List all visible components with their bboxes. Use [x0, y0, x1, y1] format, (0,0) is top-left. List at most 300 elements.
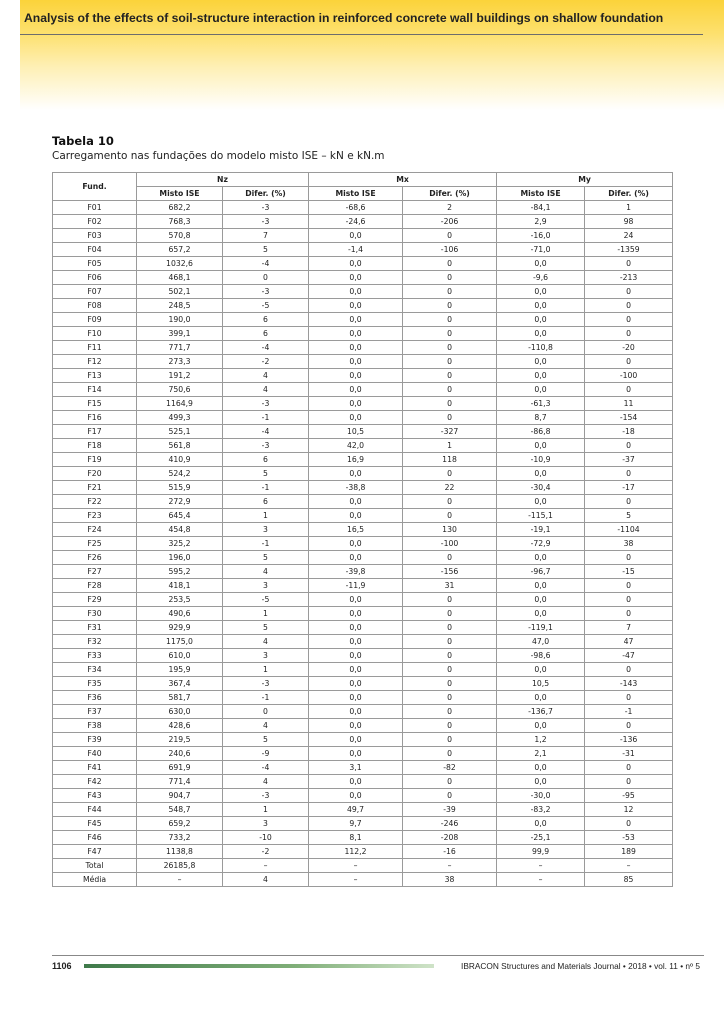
table-cell: 0,0 [309, 621, 403, 635]
table-cell: 10,5 [309, 425, 403, 439]
table-cell: 22 [403, 481, 497, 495]
table-cell: 0 [585, 299, 673, 313]
table-header-row-groups [53, 173, 673, 187]
table-cell: 6 [223, 495, 309, 509]
table-cell: -3 [223, 397, 309, 411]
table-cell: 273,3 [137, 355, 223, 369]
table-row [53, 229, 673, 243]
table-row [53, 565, 673, 579]
table-cell: 42,0 [309, 439, 403, 453]
table-cell: 0 [223, 705, 309, 719]
table-cell: 98 [585, 215, 673, 229]
table-cell-fund: F29 [53, 593, 137, 607]
footer-decorative-bar [84, 964, 434, 968]
table-caption-text: Carregamento nas fundações do modelo misto ISE – kN e kN.m [52, 150, 385, 162]
table-cell-fund: F39 [53, 733, 137, 747]
table-cell: 0,0 [497, 761, 585, 775]
table-cell-fund: F47 [53, 845, 137, 859]
table-cell: -39,8 [309, 565, 403, 579]
table-cell: -53 [585, 831, 673, 845]
table-cell-fund: F17 [53, 425, 137, 439]
table-cell: 0 [585, 775, 673, 789]
table-cell: 0 [403, 495, 497, 509]
table-cell: 248,5 [137, 299, 223, 313]
table-cell: 1 [223, 607, 309, 621]
table-cell: 4 [223, 873, 309, 887]
column-header-nz-misto-ise: Misto ISE [137, 187, 223, 201]
table-cell: 0,0 [309, 635, 403, 649]
table-cell-fund: F07 [53, 285, 137, 299]
table-cell: -110,8 [497, 341, 585, 355]
table-cell: -4 [223, 341, 309, 355]
table-cell: 0,0 [309, 257, 403, 271]
table-cell: 0,0 [309, 663, 403, 677]
table-cell: 11 [585, 397, 673, 411]
table-row [53, 789, 673, 803]
column-header-mx-difer: Difer. (%) [403, 187, 497, 201]
table-row [53, 439, 673, 453]
table-cell: -1 [223, 691, 309, 705]
table-cell: -9 [223, 747, 309, 761]
table-cell: 0 [585, 593, 673, 607]
table-cell: -156 [403, 565, 497, 579]
table-cell: 524,2 [137, 467, 223, 481]
table-cell: 499,3 [137, 411, 223, 425]
table-row [53, 327, 673, 341]
table-cell: 0,0 [497, 467, 585, 481]
table-cell: 750,6 [137, 383, 223, 397]
table-cell: 0 [585, 663, 673, 677]
table-cell: 0,0 [309, 327, 403, 341]
table-cell: 2 [403, 201, 497, 215]
table-cell: 4 [223, 775, 309, 789]
table-cell: 0 [403, 397, 497, 411]
foundation-loads-table [52, 172, 673, 887]
table-cell: 0 [403, 355, 497, 369]
table-cell: 0,0 [497, 663, 585, 677]
table-cell: 0,0 [309, 313, 403, 327]
column-header-mx-misto-ise: Misto ISE [309, 187, 403, 201]
table-cell-fund: F16 [53, 411, 137, 425]
table-cell-fund: Total [53, 859, 137, 873]
table-cell: 5 [223, 733, 309, 747]
table-cell: 1 [223, 803, 309, 817]
table-cell: 0,0 [309, 747, 403, 761]
table-row [53, 733, 673, 747]
table-cell: -16,0 [497, 229, 585, 243]
table-cell: -82 [403, 761, 497, 775]
table-row [53, 383, 673, 397]
table-row [53, 411, 673, 425]
running-header-title: Analysis of the effects of soil-structure interaction in reinforced concrete wall buildings on shallow foundation [24, 11, 664, 25]
table-cell: 0 [585, 761, 673, 775]
table-cell: -1 [223, 537, 309, 551]
table-cell: 0,0 [309, 285, 403, 299]
table-cell: -37 [585, 453, 673, 467]
table-cell: 5 [223, 243, 309, 257]
table-cell-fund: F21 [53, 481, 137, 495]
table-cell: 0,0 [309, 593, 403, 607]
table-cell: 0,0 [309, 229, 403, 243]
table-cell: -86,8 [497, 425, 585, 439]
table-cell-fund: F19 [53, 453, 137, 467]
table-cell-fund: F06 [53, 271, 137, 285]
table-cell-fund: F38 [53, 719, 137, 733]
table-cell: 0 [585, 719, 673, 733]
table-cell: 272,9 [137, 495, 223, 509]
table-row [53, 607, 673, 621]
table-cell: – [223, 859, 309, 873]
table-cell: 0,0 [497, 593, 585, 607]
table-cell: -3 [223, 285, 309, 299]
table-cell: 189 [585, 845, 673, 859]
table-cell-fund: F25 [53, 537, 137, 551]
table-cell: 0 [585, 257, 673, 271]
table-cell: 515,9 [137, 481, 223, 495]
table-cell-fund: F26 [53, 551, 137, 565]
table-row [53, 509, 673, 523]
table-cell: 16,5 [309, 523, 403, 537]
table-cell: 0 [585, 327, 673, 341]
table-cell: -3 [223, 201, 309, 215]
table-row [53, 635, 673, 649]
table-cell: 0 [585, 817, 673, 831]
table-cell: 0,0 [497, 775, 585, 789]
table-row [53, 397, 673, 411]
table-cell: 0 [585, 607, 673, 621]
table-cell-fund: F14 [53, 383, 137, 397]
table-cell: -1104 [585, 523, 673, 537]
table-cell: – [585, 859, 673, 873]
table-cell-fund: F20 [53, 467, 137, 481]
table-cell: 0,0 [497, 439, 585, 453]
table-cell: 502,1 [137, 285, 223, 299]
table-cell-fund: F13 [53, 369, 137, 383]
table-cell-fund: F28 [53, 579, 137, 593]
table-cell: 525,1 [137, 425, 223, 439]
table-cell: 4 [223, 383, 309, 397]
table-cell: 195,9 [137, 663, 223, 677]
table-cell-fund: F44 [53, 803, 137, 817]
table-cell: -1 [223, 411, 309, 425]
table-cell: 0 [403, 467, 497, 481]
table-cell: -206 [403, 215, 497, 229]
table-cell: 682,2 [137, 201, 223, 215]
table-cell: 0 [403, 383, 497, 397]
table-cell: -213 [585, 271, 673, 285]
table-cell: 904,7 [137, 789, 223, 803]
table-cell: – [137, 873, 223, 887]
table-cell-fund: F34 [53, 663, 137, 677]
column-group-mx: Mx [309, 173, 497, 187]
table-cell: 3 [223, 649, 309, 663]
table-cell: 0,0 [497, 551, 585, 565]
table-cell: 1032,6 [137, 257, 223, 271]
table-cell: 0 [403, 691, 497, 705]
table-cell: 47,0 [497, 635, 585, 649]
table-cell: 0,0 [309, 271, 403, 285]
table-cell: -4 [223, 761, 309, 775]
table-cell: 771,7 [137, 341, 223, 355]
table-cell: -143 [585, 677, 673, 691]
table-cell-fund: F15 [53, 397, 137, 411]
table-cell: – [309, 873, 403, 887]
table-cell: -39 [403, 803, 497, 817]
column-group-my: My [497, 173, 673, 187]
table-cell-fund: F46 [53, 831, 137, 845]
table-cell: 657,2 [137, 243, 223, 257]
table-cell: -3 [223, 789, 309, 803]
table-cell: -17 [585, 481, 673, 495]
table-cell: 0,0 [497, 355, 585, 369]
table-cell: -100 [585, 369, 673, 383]
table-row [53, 201, 673, 215]
table-cell: 0 [403, 327, 497, 341]
table-cell-fund: F30 [53, 607, 137, 621]
table-cell: -30,4 [497, 481, 585, 495]
table-cell: 99,9 [497, 845, 585, 859]
table-cell: 0 [403, 593, 497, 607]
table-cell: 0 [403, 551, 497, 565]
table-cell: 26185,8 [137, 859, 223, 873]
table-row [53, 663, 673, 677]
table-cell: 581,7 [137, 691, 223, 705]
table-cell: -83,2 [497, 803, 585, 817]
journal-citation: IBRACON Structures and Materials Journal • 2018 • vol. 11 • nº 5 [461, 961, 700, 971]
table-cell-fund: F11 [53, 341, 137, 355]
table-cell: 0,0 [309, 383, 403, 397]
table-cell: 0,0 [309, 299, 403, 313]
table-row [53, 299, 673, 313]
table-row [53, 285, 673, 299]
table-cell: 1138,8 [137, 845, 223, 859]
table-cell: 0,0 [309, 467, 403, 481]
table-cell: 0 [403, 257, 497, 271]
table-cell: 0,0 [309, 775, 403, 789]
table-cell: -1,4 [309, 243, 403, 257]
table-cell-fund: F01 [53, 201, 137, 215]
table-cell: 733,2 [137, 831, 223, 845]
table-cell: 49,7 [309, 803, 403, 817]
table-cell: -72,9 [497, 537, 585, 551]
table-cell: 1164,9 [137, 397, 223, 411]
table-cell-fund: F40 [53, 747, 137, 761]
table-cell: 768,3 [137, 215, 223, 229]
table-cell: -2 [223, 845, 309, 859]
table-cell: -95 [585, 789, 673, 803]
table-cell: 0,0 [497, 817, 585, 831]
table-cell: -3 [223, 439, 309, 453]
table-cell: 8,7 [497, 411, 585, 425]
table-cell: 0,0 [497, 285, 585, 299]
table-cell: 0,0 [497, 257, 585, 271]
table-cell-fund: F37 [53, 705, 137, 719]
table-body [53, 201, 673, 887]
table-cell: 1 [223, 509, 309, 523]
table-cell: -1359 [585, 243, 673, 257]
table-cell: 0 [223, 271, 309, 285]
table-cell: 0,0 [497, 691, 585, 705]
table-row [53, 537, 673, 551]
table-cell: 561,8 [137, 439, 223, 453]
table-cell: 0 [585, 467, 673, 481]
table-cell: 0 [585, 355, 673, 369]
table-cell: -25,1 [497, 831, 585, 845]
table-cell: 2,9 [497, 215, 585, 229]
table-cell: -20 [585, 341, 673, 355]
table-cell: 610,0 [137, 649, 223, 663]
table-row [53, 257, 673, 271]
table-cell: -9,6 [497, 271, 585, 285]
table-cell: 0,0 [309, 551, 403, 565]
table-row [53, 579, 673, 593]
table-cell: 3 [223, 817, 309, 831]
table-cell-fund: F22 [53, 495, 137, 509]
table-cell-fund: F02 [53, 215, 137, 229]
table-cell-fund: F43 [53, 789, 137, 803]
table-cell: 0 [585, 285, 673, 299]
table-cell: 0 [403, 733, 497, 747]
table-row [53, 243, 673, 257]
table-cell: 0,0 [497, 579, 585, 593]
table-cell: 6 [223, 453, 309, 467]
table-cell: -119,1 [497, 621, 585, 635]
table-cell: 240,6 [137, 747, 223, 761]
table-cell: 0 [585, 579, 673, 593]
table-cell: -61,3 [497, 397, 585, 411]
table-cell: 325,2 [137, 537, 223, 551]
table-cell: -24,6 [309, 215, 403, 229]
column-header-nz-difer: Difer. (%) [223, 187, 309, 201]
table-cell-fund: F45 [53, 817, 137, 831]
column-header-my-misto-ise: Misto ISE [497, 187, 585, 201]
table-cell: -15 [585, 565, 673, 579]
table-cell: -47 [585, 649, 673, 663]
table-cell: 490,6 [137, 607, 223, 621]
table-cell: 2,1 [497, 747, 585, 761]
table-cell: 1175,0 [137, 635, 223, 649]
table-cell: 399,1 [137, 327, 223, 341]
table-cell-fund: F23 [53, 509, 137, 523]
table-cell: 85 [585, 873, 673, 887]
table-cell-fund: F33 [53, 649, 137, 663]
table-cell: 0 [403, 621, 497, 635]
table-cell: -3 [223, 677, 309, 691]
table-cell: 0 [403, 229, 497, 243]
table-cell: -106 [403, 243, 497, 257]
table-cell: 6 [223, 313, 309, 327]
table-cell: 929,9 [137, 621, 223, 635]
table-cell-fund: F35 [53, 677, 137, 691]
table-cell: 0 [403, 341, 497, 355]
table-cell: 253,5 [137, 593, 223, 607]
table-cell: – [497, 873, 585, 887]
table-cell: 0 [403, 509, 497, 523]
table-row [53, 271, 673, 285]
table-cell: 0 [403, 313, 497, 327]
table-cell: -5 [223, 593, 309, 607]
column-header-fund: Fund. [53, 173, 137, 201]
table-cell-fund: F04 [53, 243, 137, 257]
table-cell: 0 [403, 411, 497, 425]
table-cell: -115,1 [497, 509, 585, 523]
table-cell-fund: F27 [53, 565, 137, 579]
table-cell: -11,9 [309, 579, 403, 593]
table-cell: 0,0 [497, 369, 585, 383]
table-cell-fund: F42 [53, 775, 137, 789]
table-cell: 0 [585, 383, 673, 397]
table-cell: -246 [403, 817, 497, 831]
table-cell: 0 [403, 775, 497, 789]
table-cell: -4 [223, 257, 309, 271]
table-row [53, 649, 673, 663]
table-cell: -38,8 [309, 481, 403, 495]
table-row [53, 691, 673, 705]
table-cell: 367,4 [137, 677, 223, 691]
table-cell: -10,9 [497, 453, 585, 467]
table-cell: -3 [223, 215, 309, 229]
table-row [53, 593, 673, 607]
table-row [53, 775, 673, 789]
table-cell-fund: F10 [53, 327, 137, 341]
table-row [53, 845, 673, 859]
table-row [53, 859, 673, 873]
table-row [53, 677, 673, 691]
table-cell: 0 [403, 607, 497, 621]
table-row [53, 425, 673, 439]
table-cell: -30,0 [497, 789, 585, 803]
table-row [53, 523, 673, 537]
table-cell: 7 [223, 229, 309, 243]
table-cell: 0 [403, 369, 497, 383]
table-cell-fund: F08 [53, 299, 137, 313]
table-row [53, 803, 673, 817]
table-cell: 0 [403, 663, 497, 677]
table-cell: 0,0 [309, 341, 403, 355]
table-row [53, 747, 673, 761]
table-cell: 0,0 [497, 313, 585, 327]
table-cell: 3 [223, 523, 309, 537]
table-cell-fund: F12 [53, 355, 137, 369]
table-cell: 31 [403, 579, 497, 593]
table-cell: -10 [223, 831, 309, 845]
column-group-nz: Nz [137, 173, 309, 187]
table-cell: 630,0 [137, 705, 223, 719]
table-cell: 691,9 [137, 761, 223, 775]
table-row [53, 313, 673, 327]
table-cell: 468,1 [137, 271, 223, 285]
table-cell: -19,1 [497, 523, 585, 537]
table-row [53, 719, 673, 733]
table-cell: 454,8 [137, 523, 223, 537]
table-cell: -327 [403, 425, 497, 439]
table-cell: – [497, 859, 585, 873]
table-cell: 3,1 [309, 761, 403, 775]
header-divider [20, 34, 703, 35]
table-cell: 0 [403, 271, 497, 285]
table-cell: 191,2 [137, 369, 223, 383]
table-cell-fund: F36 [53, 691, 137, 705]
table-cell: 5 [585, 509, 673, 523]
table-cell: -154 [585, 411, 673, 425]
table-cell: 4 [223, 565, 309, 579]
table-cell: – [309, 859, 403, 873]
table-cell: 5 [223, 467, 309, 481]
table-cell: -31 [585, 747, 673, 761]
table-cell: 428,6 [137, 719, 223, 733]
table-row [53, 467, 673, 481]
table-caption [52, 134, 385, 164]
